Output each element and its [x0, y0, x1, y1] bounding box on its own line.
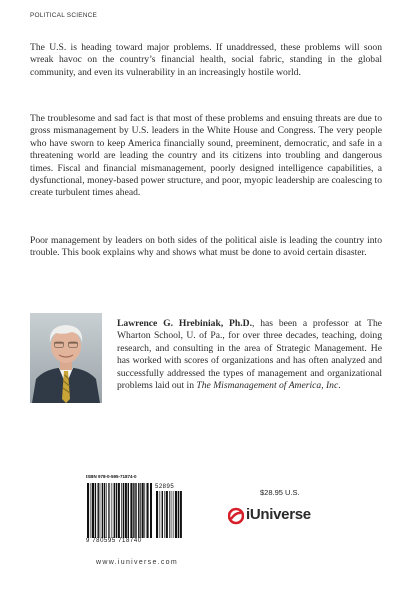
iuniverse-swirl-icon — [228, 506, 244, 526]
blurb-paragraph-1: The U.S. is heading toward major problems. If unaddressed, these problems will soon wreak havoc on the country’s financial health, social fabric, standing in the global community, and even its vulnerability in an increasingly hostile world. — [30, 42, 382, 78]
blurb-paragraph-3: Poor management by leaders on both sides of the political aisle is leading the country into trouble. This book explains why and shows what must be done to avoid certain disaster. — [30, 235, 382, 259]
category-label: POLITICAL SCIENCE — [30, 12, 98, 19]
isbn-number: ISBN 978-0-595-71874-0 — [86, 474, 137, 479]
isbn-barcode — [86, 474, 183, 552]
author-bio — [117, 318, 382, 392]
barcode-bars-addon-icon — [155, 491, 183, 538]
publisher-website: www.iuniverse.com — [96, 559, 179, 566]
barcode-digits: 9 780595 718740 — [86, 538, 142, 544]
publisher-logo — [228, 503, 328, 531]
iuniverse-wordmark: iUniverse — [246, 506, 311, 523]
barcode-price-code: 52895 — [155, 484, 175, 490]
author-portrait-icon — [30, 313, 102, 403]
author-bio-end: . — [338, 380, 341, 392]
blurb-paragraph-2: The troublesome and sad fact is that most of these problems and ensuing threats are due to gross mismanagement by U.S. leaders in the White House and Congress. The very people who have sworn to keep America financially sound, preeminent, democratic, and safe in a threatening world are leading the country and its citizens into troubling and dangerous times. Fiscal and financial mismanagement, poorly designed intelligence capabilities, a dysfunctional, money-based power structure, and poor, myopic leadership are coalescing to create turbulent times ahead. — [30, 113, 382, 199]
author-bio-text: , has been a professor at The Wharton School, U. of Pa., for over three decades, teaching, doing research, and consulting in the area of Strategic Management. He has worked with scores of organizations and has often analyzed and successfully addressed the types of management and organizational problems laid out in — [117, 318, 382, 392]
author-name: Lawrence G. Hrebiniak, Ph.D. — [117, 318, 252, 329]
author-photo — [30, 313, 102, 403]
barcode-bars-main-icon — [86, 483, 152, 538]
book-title: The Mismanagement of America, Inc — [196, 380, 339, 392]
price-label: $28.95 U.S. — [260, 488, 300, 497]
